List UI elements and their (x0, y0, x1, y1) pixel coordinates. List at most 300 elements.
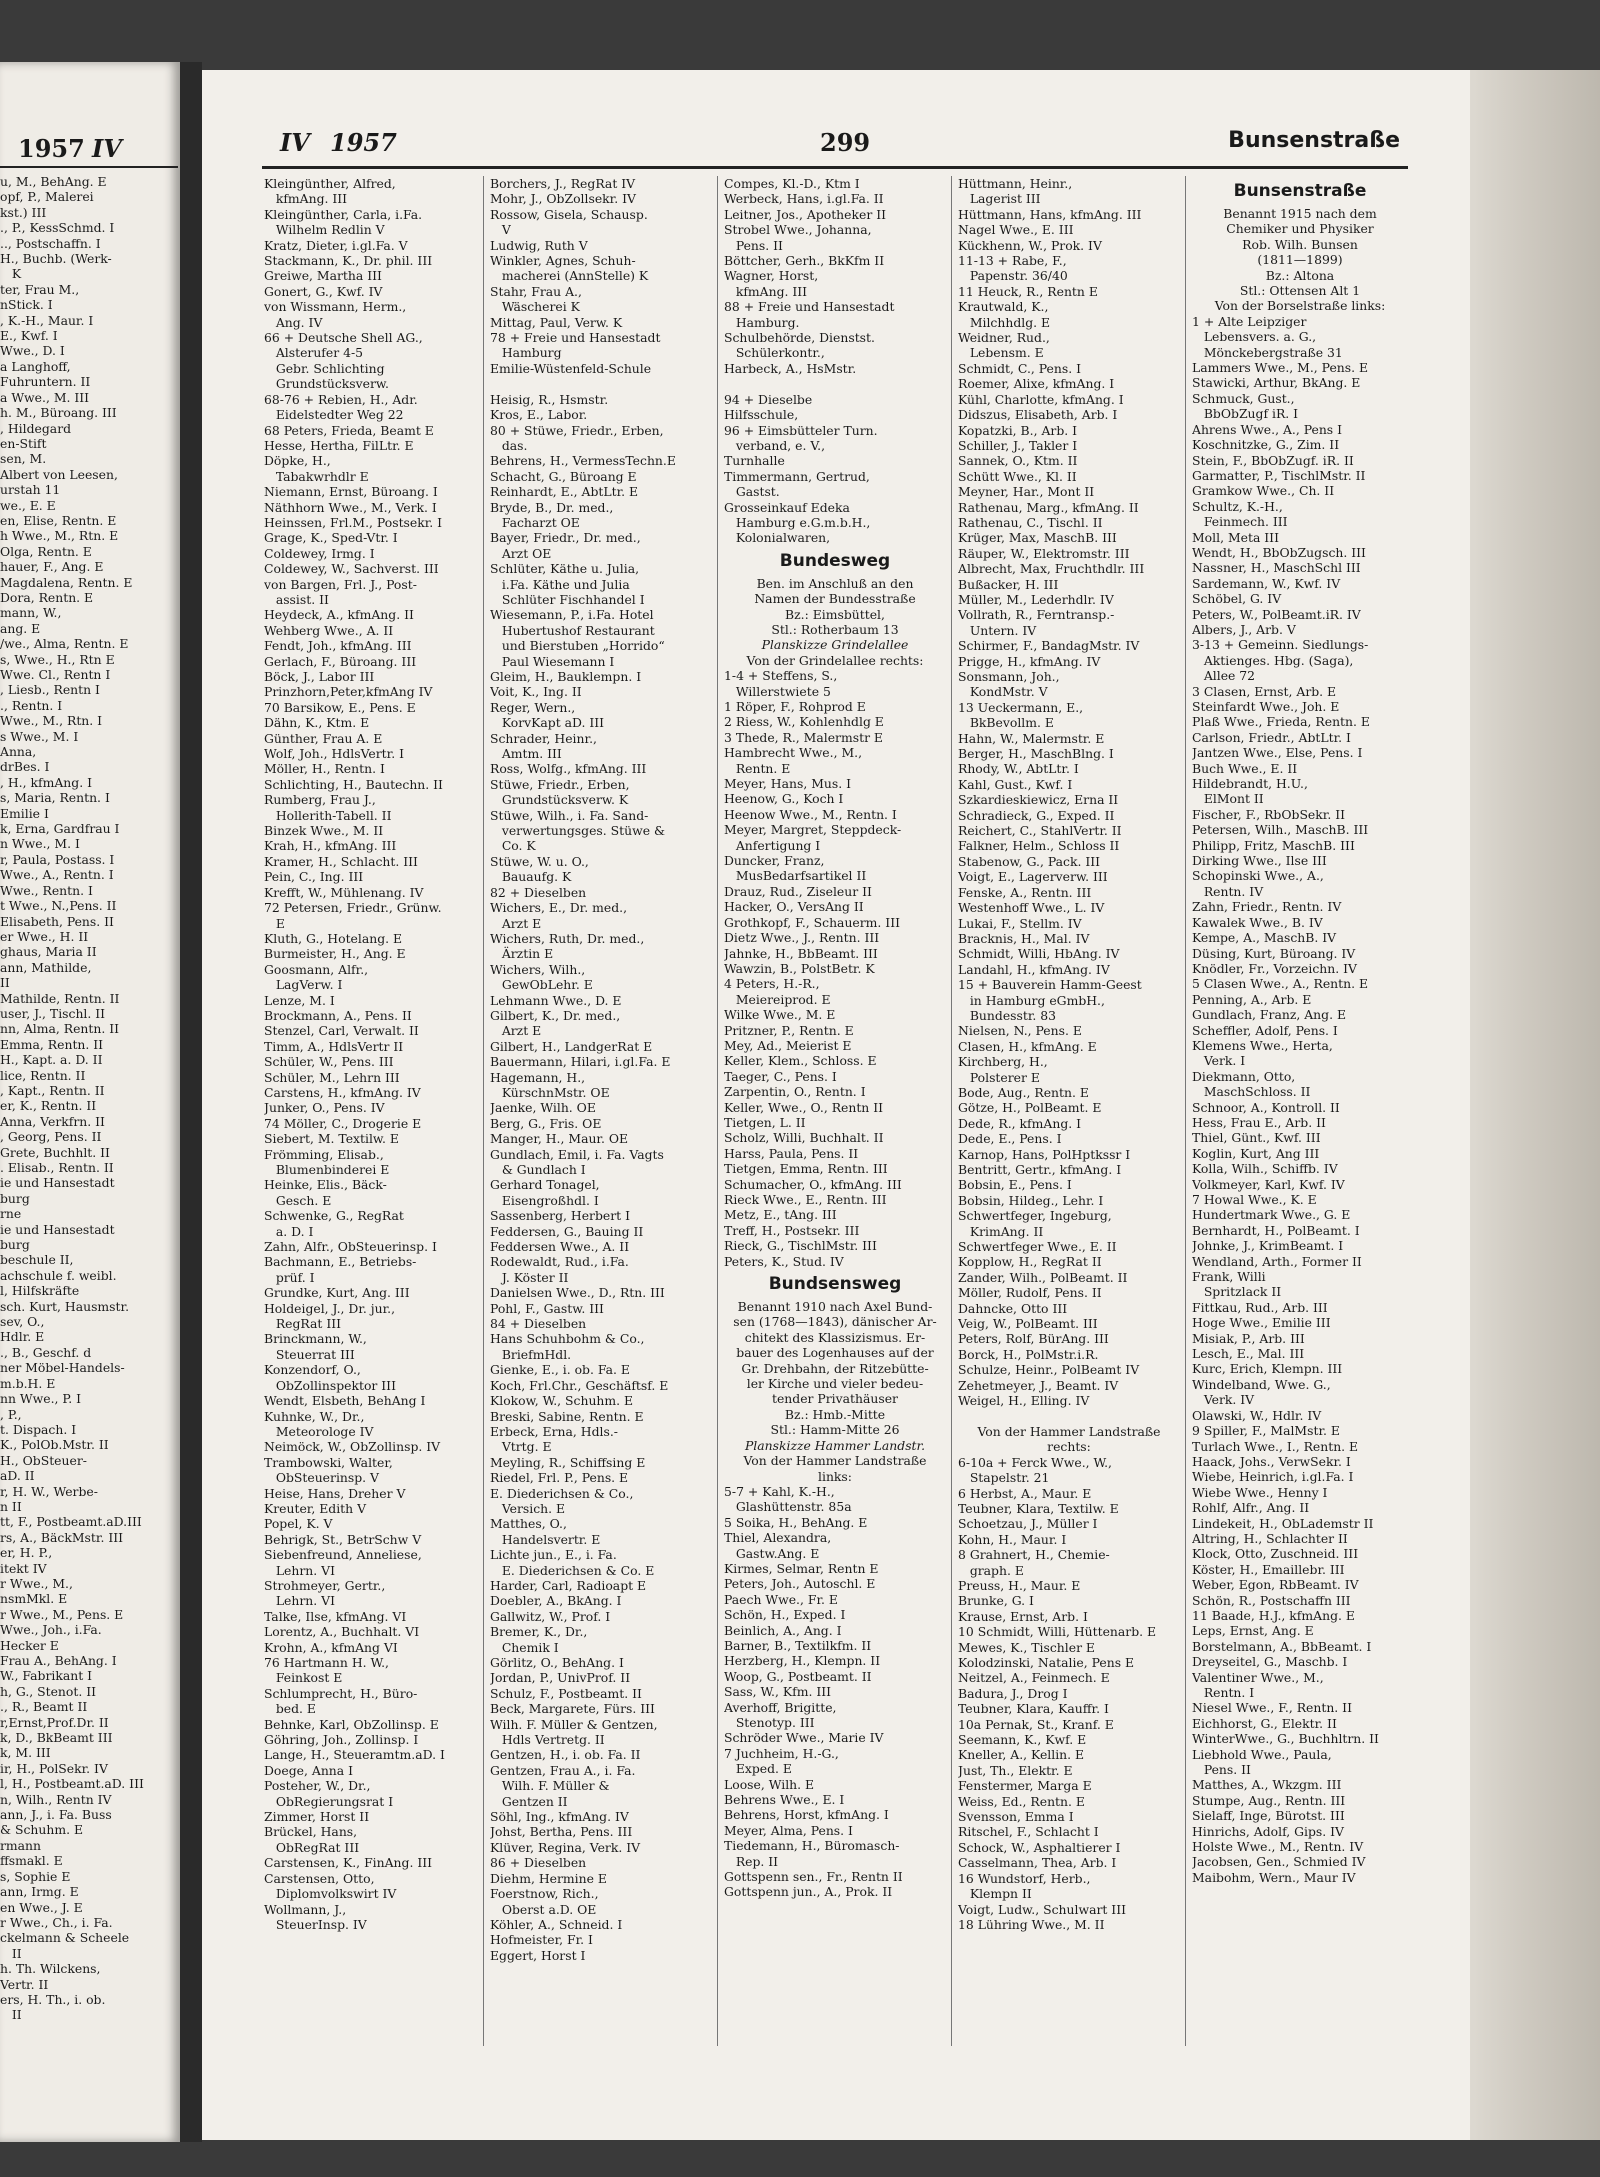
directory-line: mann, W., (0, 605, 62, 621)
directory-line: Gesch. E (264, 1192, 332, 1208)
directory-line: Götze, H., PolBeamt. E (958, 1100, 1102, 1116)
directory-line: ner Möbel-Handels- (0, 1360, 125, 1376)
directory-line: h. Th. Wilckens, (0, 1961, 101, 1977)
directory-line: Misiak, P., Arb. III (1192, 1330, 1305, 1346)
directory-line: & Schuhm. E (0, 1822, 84, 1838)
directory-line: Keller, Wwe., O., Rentn II (724, 1099, 884, 1115)
directory-line: Prigge, H., kfmAng. IV (958, 653, 1101, 669)
directory-line: Schlüter, Käthe u. Julia, (490, 561, 640, 577)
directory-line: Krah, H., kfmAng. III (264, 838, 397, 854)
directory-line: Alsterufer 4-5 (264, 345, 364, 361)
directory-line: Feinmech. III (1192, 514, 1288, 530)
directory-line: Kneller, A., Kellin. E (958, 1747, 1085, 1763)
directory-line: Bernhardt, H., PolBeamt. I (1192, 1222, 1360, 1238)
directory-line: Stenzel, Carl, Verwalt. II (264, 1023, 419, 1039)
directory-line: Philipp, Fritz, MaschB. III (1192, 837, 1355, 853)
directory-line: Erbeck, Erna, Hdls.- (490, 1423, 618, 1439)
header-rule (262, 166, 1408, 169)
directory-line: Peters, K., Stud. IV (724, 1253, 844, 1269)
directory-line: Reger, Wern., (490, 699, 576, 715)
directory-line: Hüttmann, Heinr., (958, 176, 1073, 191)
directory-line: Grundstücksverw. (264, 376, 389, 392)
directory-line: r, H. W., Werbe- (0, 1483, 98, 1499)
left-header-rule (0, 166, 178, 168)
directory-line: Göhring, Joh., Zollinsp. I (264, 1732, 419, 1748)
directory-line: burg (0, 1237, 30, 1253)
directory-line: Dahncke, Otto III (958, 1300, 1068, 1316)
directory-line: Rieck Wwe., E., Rentn. III (724, 1192, 887, 1207)
directory-line: Frau A., BehAng. I (0, 1653, 117, 1668)
directory-line: Bußacker, H. III (958, 576, 1059, 592)
directory-line: II (0, 2007, 22, 2023)
directory-line: urstah 11 (0, 482, 61, 498)
directory-line: Behrigk, St., BetrSchw V (264, 1531, 422, 1547)
directory-line: Chemik I (490, 1639, 559, 1655)
directory-line: macherei (AnnStelle) K (490, 268, 649, 284)
directory-line: Jahnke, H., BbBeamt. III (724, 945, 878, 961)
directory-line: s, Sophie E (0, 1868, 71, 1884)
directory-line: s, Wwe., H., Rtn E (0, 651, 115, 667)
directory-line: 68-76 + Rebien, H., Adr. (264, 391, 418, 407)
page-number: 299 (820, 128, 871, 157)
directory-line: Kluth, G., Hotelang. E (264, 930, 403, 946)
directory-line: Böttcher, Gerh., BkKfm II (724, 253, 885, 269)
directory-line: Teubner, Klara, Kauffr. I (958, 1701, 1109, 1717)
directory-line: Junker, O., Pens. IV (264, 1100, 385, 1116)
directory-line: Bracknis, H., Mal. IV (958, 930, 1090, 946)
directory-line: kst.) III (0, 204, 47, 220)
directory-line: en Wwe., J. E (0, 1899, 83, 1915)
directory-line: Plaß Wwe., Frieda, Rentn. E (1192, 714, 1370, 730)
directory-line: Wolf, Joh., HdlsVertr. I (264, 746, 404, 762)
directory-line: Fischer, F., RbObSekr. II (1192, 806, 1345, 822)
directory-line: Paech Wwe., Fr. E (724, 1591, 838, 1607)
directory-line: Heydeck, A., kfmAng. II (264, 607, 414, 623)
directory-line: kfmAng. III (724, 283, 808, 299)
directory-line: Chemiker und Physiker (1226, 221, 1374, 237)
directory-line: Kirmes, Selmar, Rentn E (724, 1560, 879, 1576)
directory-line: BkBevollm. E (958, 715, 1054, 731)
directory-line: Dora, Rentn. E (0, 589, 94, 605)
directory-line: k, D., BkBeamt III (0, 1730, 113, 1746)
directory-line: ler Kirche und vieler bedeu- (746, 1376, 924, 1392)
directory-line: Volkmeyer, Karl, Kwf. IV (1192, 1176, 1345, 1192)
directory-line: Hollerith-Tabell. II (264, 807, 392, 823)
directory-line: RegRat III (264, 1316, 342, 1332)
directory-line: Feinkost E (264, 1670, 343, 1686)
directory-line: Mathilde, Rentn. II (0, 990, 120, 1006)
directory-line: Pein, C., Ing. III (264, 869, 364, 885)
directory-line: 2 Riess, W., Kohlenhdlg E (724, 714, 884, 730)
directory-line: Kohn, H., Maur. I (958, 1531, 1067, 1547)
directory-line: Räuper, W., Elektromstr. III (958, 545, 1130, 561)
directory-line: Haack, Johs., VerwSekr. I (1192, 1453, 1351, 1469)
directory-line: user, J., Tischl. II (0, 1005, 106, 1021)
page-edge (1470, 70, 1600, 2140)
directory-line: Taeger, C., Pens. I (724, 1068, 837, 1084)
directory-line: Gleim, H., Bauklempn. I (490, 669, 642, 684)
directory-line: Meteorologe IV (264, 1423, 374, 1439)
directory-line: MaschSchloss. II (1192, 1084, 1311, 1100)
directory-line: Meyer, Margret, Steppdeck- (724, 822, 902, 838)
directory-line: ann, Mathilde, (0, 959, 92, 975)
directory-line: Gundlach, Emil, i. Fa. Vagts (490, 1146, 664, 1162)
directory-line: Turnhalle (724, 453, 785, 469)
directory-line: Rumberg, Frau J., (264, 792, 376, 808)
directory-line: Hofmeister, Fr. I (490, 1932, 593, 1948)
directory-line: Wichers, Ruth, Dr. med., (490, 930, 645, 946)
directory-line: Ärztin E (490, 946, 554, 962)
directory-line: Lehrn. VI (264, 1593, 335, 1609)
directory-line: Herzberg, H., Klempn. II (724, 1653, 881, 1669)
directory-line: Posteher, W., Dr., (264, 1778, 371, 1794)
directory-line: Schoetzau, J., Müller I (958, 1516, 1098, 1532)
directory-line: r Wwe., Ch., i. Fa. (0, 1914, 113, 1930)
directory-line: Ritschel, F., Schlacht I (958, 1824, 1099, 1840)
directory-line: Papenstr. 36/40 (958, 268, 1068, 284)
directory-line: Neimöck, W., ObZollinsp. IV (264, 1439, 441, 1455)
directory-line: Wwe., D. I (0, 343, 65, 359)
directory-line: Roemer, Alixe, kfmAng. I (958, 376, 1115, 392)
directory-line: Gr. Drehbahn, der Ritzebütte- (741, 1360, 929, 1376)
directory-line: von Wissmann, Herm., (264, 299, 407, 315)
directory-line: Zimmer, Horst II (264, 1809, 370, 1825)
directory-line: Klokow, W., Schuhm. E (490, 1393, 634, 1409)
directory-line: rne (0, 1206, 22, 1222)
left-page-year: 1957 (18, 134, 85, 163)
directory-line: Landahl, H., kfmAng. IV (958, 961, 1110, 977)
directory-line: achschule f. weibl. (0, 1267, 117, 1283)
directory-line: beschule II, (0, 1252, 74, 1268)
directory-line: Popel, K. V (264, 1516, 333, 1532)
directory-line: Schulbehörde, Dienstst. (724, 330, 875, 346)
directory-line: 84 + Dieselben (490, 1316, 587, 1332)
directory-line: 68 Peters, Frieda, Beamt E (264, 422, 434, 438)
directory-line: Bundesstr. 83 (958, 1007, 1057, 1023)
directory-line: Koglin, Kurt, Ang III (1192, 1145, 1320, 1161)
directory-line: Meyer, Hans, Mus. I (724, 776, 851, 792)
directory-line: Hahn, W., Malermstr. E (958, 730, 1105, 746)
directory-line: Valentiner Wwe., M., (1192, 1669, 1324, 1685)
directory-line: Peters, W., PolBeamt.iR. IV (1192, 606, 1361, 622)
directory-line: Verk. I (1192, 1053, 1246, 1069)
directory-line: Möller, H., Rentn. I (264, 761, 385, 777)
directory-line: Doege, Anna I (264, 1762, 353, 1778)
directory-line: n Wwe., M. I (0, 836, 80, 852)
directory-line: Greiwe, Martha III (264, 268, 382, 284)
directory-line: ir, H., PolSekr. IV (0, 1760, 108, 1776)
directory-line: Von der Grindelallee rechts: (746, 652, 924, 668)
directory-line: Feddersen, G., Bauing II (490, 1223, 644, 1239)
directory-line: Steuerrat III (264, 1346, 355, 1362)
directory-line: verwertungsges. Stüwe & (490, 823, 666, 839)
directory-line: h Wwe., M., Rtn. E (0, 528, 119, 544)
directory-line: Vtrtg. E (490, 1439, 552, 1455)
directory-line: Burmeister, H., Ang. E (264, 946, 406, 962)
directory-line: 6 Herbst, A., Maur. E (958, 1485, 1092, 1501)
directory-line: Krüger, Max, MaschB. III (958, 530, 1117, 546)
directory-line: ., B., Geschf. d (0, 1344, 92, 1360)
directory-line: Szkardieskiewicz, Erna II (958, 792, 1119, 808)
directory-line: Weiss, Ed., Rentn. E (958, 1793, 1085, 1809)
directory-line: Beinlich, A., Ang. I (724, 1622, 842, 1638)
directory-column-1 (264, 176, 478, 1932)
directory-line: Sardemann, W., Kwf. IV (1192, 575, 1341, 591)
directory-line: assist. II (264, 591, 329, 607)
directory-line: Weidner, Rud., (958, 330, 1050, 346)
directory-line: Beck, Margarete, Fürs. III (490, 1701, 655, 1717)
directory-line: Wwe., Rentn. I (0, 882, 93, 898)
directory-line: Gerlach, F., Büroang. III (264, 653, 417, 669)
directory-line: s, Maria, Rentn. I (0, 790, 110, 806)
directory-line: Lesch, E., Mal. III (1192, 1346, 1305, 1362)
directory-line: Emilie-Wüstenfeld-Schule (490, 360, 652, 376)
directory-line: Grage, K., Sped-Vtr. I (264, 530, 398, 546)
directory-line: Schwertfeger, Ingeburg, (958, 1208, 1112, 1224)
directory-line: Rhody, W., AbtLtr. I (958, 761, 1079, 777)
directory-line: nn Wwe., P. I (0, 1391, 81, 1407)
directory-line: Heenow Wwe., M., Rentn. I (724, 806, 897, 822)
directory-line: Behnke, Karl, ObZollinsp. E (264, 1716, 439, 1732)
directory-line: Rentn. E (724, 760, 791, 776)
directory-line: Lebensm. E (958, 345, 1044, 361)
directory-line: Berger, H., MaschBlng. I (958, 746, 1114, 762)
directory-line: Grundke, Kurt, Ang. III (264, 1285, 410, 1301)
directory-line: Exped. E (724, 1761, 792, 1777)
directory-line: ObRegierungsrat I (264, 1793, 394, 1809)
header-year: 1957 (330, 128, 397, 157)
directory-line: Diekmann, Otto, (1192, 1068, 1296, 1084)
directory-line: a Wwe., M. III (0, 389, 90, 405)
directory-line: Sass, W., Kfm. III (724, 1684, 832, 1700)
directory-line: Reinhardt, E., AbtLtr. E (490, 484, 639, 500)
directory-line: chitekt des Klassizismus. Er- (744, 1329, 926, 1345)
directory-line: Döpke, H., (264, 453, 331, 469)
directory-line: Rep. II (724, 1853, 779, 1869)
directory-line: Gebr. Schlichting (264, 360, 385, 376)
directory-line: Bz.: Hmb.-Mitte (784, 1406, 886, 1422)
directory-line: Bayer, Friedr., Dr. med., (490, 530, 641, 546)
directory-line: Peters, Joh., Autoschl. E (724, 1576, 876, 1592)
directory-line: Verk. IV (1192, 1392, 1255, 1408)
directory-line: Zander, Wilh., PolBeamt. II (958, 1269, 1128, 1285)
directory-line: aD. II (0, 1468, 35, 1484)
directory-line: Stenotyp. III (724, 1715, 815, 1730)
directory-line: 4 Peters, H.-R., (724, 976, 820, 992)
directory-line: 11 Baade, H.J., kfmAng. E (1192, 1607, 1355, 1623)
directory-line: hauer, F., Ang. E (0, 559, 104, 575)
directory-line: links: (818, 1468, 852, 1484)
directory-line: Lagerist III (958, 191, 1041, 207)
directory-line: E. Diederichsen & Co. E (490, 1562, 655, 1578)
directory-line: Hundertmark Wwe., G. E (1192, 1207, 1351, 1223)
directory-line: Danielsen Wwe., D., Rtn. III (490, 1285, 665, 1301)
directory-line: Benannt 1910 nach Axel Bund- (737, 1299, 933, 1315)
directory-line: Köster, H., Emaillebr. III (1192, 1561, 1345, 1577)
directory-line: Frömming, Elisab., (264, 1146, 384, 1162)
directory-line: Liebhold Wwe., Paula, (1192, 1746, 1332, 1762)
directory-line: Krefft, W., Mühlenang. IV (264, 884, 424, 900)
directory-line: MusBedarfsartikel II (724, 868, 867, 884)
directory-line: Loose, Wilh. E (724, 1776, 815, 1792)
directory-line: Ludwig, Ruth V (490, 237, 588, 253)
directory-line: 66 + Deutsche Shell AG., (264, 330, 423, 346)
directory-line: Lebensvers. a. G., (1192, 329, 1317, 345)
directory-line: Schirmer, F., BandagMstr. IV (958, 638, 1140, 654)
directory-line: 1-4 + Steffens, S., (724, 668, 838, 684)
directory-line: 15 + Bauverein Hamm-Geest (958, 977, 1142, 993)
directory-line: W., Fabrikant I (0, 1668, 93, 1684)
directory-line: Thiel, Alexandra, (724, 1530, 832, 1546)
directory-line: Coldewey, Irmg. I (264, 545, 375, 561)
directory-line: Wichers, E., Dr. med., (490, 900, 628, 916)
directory-line: Schüler, W., Pens. III (264, 1054, 394, 1070)
directory-line: Maibohm, Wern., Maur IV (1192, 1869, 1356, 1885)
directory-line: graph. E (958, 1562, 1024, 1578)
directory-line: Hesse, Hertha, FilLtr. E (264, 437, 414, 453)
directory-line: Carlson, Friedr., AbtLtr. I (1192, 729, 1351, 745)
directory-line: Handelsvertr. E (490, 1531, 601, 1547)
directory-line: Wendt, H., BbObZugsch. III (1192, 544, 1366, 560)
directory-line: Grosseinkauf Edeka (724, 499, 850, 515)
directory-line: Heise, Hans, Dreher V (264, 1485, 406, 1501)
directory-line: Schrader, Heinr., (490, 730, 597, 746)
directory-line: Ross, Wolfg., kfmAng. III (490, 761, 647, 777)
directory-line: Penning, A., Arb. E (1192, 991, 1312, 1007)
directory-line: Holste Wwe., M., Rentn. IV (1192, 1839, 1364, 1855)
directory-line: , K.-H., Maur. I (0, 312, 94, 328)
directory-line: Brockmann, A., Pens. II (264, 1007, 412, 1023)
directory-line: Arzt OE (490, 545, 552, 561)
directory-line: Metz, E., tAng. III (724, 1207, 837, 1223)
directory-line: Bremer, K., Dr., (490, 1624, 588, 1640)
directory-line: h. M., Büroang. III (0, 405, 117, 421)
directory-line: Namen der Bundesstraße (754, 591, 916, 607)
directory-line: 6-10a + Ferck Wwe., W., (958, 1454, 1112, 1470)
directory-line: Mohr, J., ObZollsekr. IV (490, 191, 636, 207)
directory-line: Stabenow, G., Pack. III (958, 853, 1101, 869)
directory-line: Goosmann, Alfr., (264, 961, 369, 977)
directory-line (958, 1409, 1180, 1424)
directory-line: Gilbert, K., Dr. med., (490, 1007, 621, 1023)
directory-line: Jordan, P., UnivProf. II (490, 1670, 631, 1686)
directory-line: Trambowski, Walter, (264, 1454, 393, 1470)
directory-line: BriefmHdl. (490, 1346, 572, 1362)
directory-line: Wäscherei K (490, 299, 580, 315)
directory-line: Neitzel, A., Feinmech. E (958, 1670, 1110, 1686)
directory-line: u, M., BehAng. E (0, 174, 107, 189)
directory-line: Fenske, A., Rentn. III (958, 884, 1092, 900)
directory-line: Rathenau, C., Tischl. II (958, 514, 1103, 530)
directory-line: Von der Hammer Landstraße (977, 1423, 1161, 1439)
directory-line: Pohl, F., Gastw. III (490, 1300, 604, 1316)
directory-line: K (0, 266, 22, 282)
directory-line: Lichte jun., E., i. Fa. (490, 1547, 617, 1563)
directory-line: Klock, Otto, Zuschneid. III (1192, 1546, 1359, 1562)
directory-line: Pens. II (1192, 1762, 1251, 1778)
directory-line: Mey, Ad., Meierist E (724, 1037, 852, 1053)
directory-line: Stüwe, Wilh., i. Fa. Sand- (490, 807, 649, 823)
directory-line: nn, Alma, Rentn. II (0, 1021, 120, 1037)
directory-line: Johnke, J., KrimBeamt. I (1192, 1238, 1344, 1254)
directory-line: Oberst a.D. OE (490, 1901, 597, 1917)
directory-line: Stackmann, K., Dr. phil. III (264, 253, 433, 269)
directory-line: kfmAng. III (264, 191, 348, 207)
directory-line: Keller, Klem., Schloss. E (724, 1053, 877, 1069)
directory-line: Kramer, H., Schlacht. III (264, 853, 418, 869)
directory-line: Paul Wiesemann I (490, 653, 615, 669)
directory-line: m.b.H. E (0, 1375, 56, 1391)
directory-line: Clasen, H., kfmAng. E (958, 1038, 1097, 1054)
directory-line: Borchers, J., RegRat IV (490, 176, 636, 191)
directory-line: Strohmeyer, Gertr., (264, 1577, 386, 1593)
directory-line: Schön, R., Postschaffn III (1192, 1592, 1351, 1608)
directory-line: Jaenke, Wilh. OE (490, 1100, 596, 1116)
directory-line: Wilh. F. Müller & Gentzen, (490, 1716, 658, 1732)
directory-line: KorvKapt aD. III (490, 715, 605, 731)
directory-line: Badura, J., Drog I (958, 1685, 1068, 1701)
directory-line: Schülerkontr., (724, 345, 825, 361)
directory-line: bed. E (264, 1701, 316, 1717)
directory-line: und Bierstuben „Horrido“ (490, 638, 665, 654)
directory-line: Pritzner, P., Rentn. E (724, 1022, 854, 1038)
directory-line: Rob. Wilh. Bunsen (1242, 236, 1358, 252)
directory-line: Fenstermer, Marga E (958, 1778, 1092, 1794)
directory-line: Hoge Wwe., Emilie III (1192, 1315, 1331, 1331)
directory-line: Stl.: Ottensen Alt 1 (1239, 283, 1361, 299)
directory-line: Svensson, Emma I (958, 1809, 1074, 1825)
directory-line: Strobel Wwe., Johanna, (724, 222, 872, 238)
directory-line: Vertr. II (0, 1976, 49, 1992)
directory-line: Bryde, B., Dr. med., (490, 499, 614, 515)
directory-line: Lehmann Wwe., D. E (490, 992, 622, 1008)
directory-line: Lehrn. VI (264, 1562, 335, 1578)
directory-line: K., PolOb.Mstr. II (0, 1437, 109, 1453)
section-heading: Bundsensweg (768, 1274, 902, 1295)
directory-line: tender Privathäuser (772, 1391, 898, 1407)
directory-line: Schlichting, H., Bautechn. II (264, 776, 443, 792)
directory-line: Bz.: Eimsbüttel, (785, 606, 885, 622)
page-header (202, 128, 1470, 164)
directory-line: Thiel, Günt., Kwf. III (1192, 1130, 1321, 1146)
directory-line: Gerhard Tonagel, (490, 1177, 600, 1193)
directory-line: Schulz, F., Postbeamt. II (490, 1685, 642, 1701)
directory-line: Fendt, Joh., kfmAng. III (264, 638, 412, 654)
directory-line: Schüler, M., Lehrn III (264, 1069, 400, 1085)
directory-line: 70 Barsikow, E., Pens. E (264, 699, 416, 715)
directory-line: /we., Alma, Rentn. E (0, 636, 129, 652)
directory-line: Coldewey, W., Sachverst. III (264, 561, 439, 577)
directory-line: t Wwe., N.,Pens. II (0, 898, 117, 914)
directory-line: Gottspenn sen., Fr., Rentn II (724, 1869, 903, 1885)
directory-line: Mönckebergstraße 31 (1192, 344, 1343, 360)
directory-line: Stein, F., BbObZugf. iR. II (1192, 452, 1354, 468)
directory-line: Winkler, Agnes, Schuh- (490, 253, 636, 269)
directory-line: Scheffler, Adolf, Pens. I (1192, 1022, 1338, 1038)
directory-line: 18 Lühring Wwe., M. II (958, 1916, 1105, 1932)
directory-line: s Wwe., M. I (0, 728, 79, 744)
directory-line: Wwe., M., Rtn. I (0, 713, 103, 729)
book-gutter (180, 62, 202, 2142)
directory-line: Bentritt, Gertr., kfmAng. I (958, 1162, 1122, 1177)
directory-line: Werbeck, Hans, i.gl.Fa. II (724, 191, 884, 207)
directory-line: ., R., Beamt II (0, 1699, 88, 1715)
directory-line: Wendt, Elsbeth, BehAng I (264, 1393, 426, 1409)
directory-line: Mittag, Paul, Verw. K (490, 314, 623, 330)
directory-line: Rentn. IV (1192, 883, 1264, 899)
directory-line: Kurc, Erich, Klempn. III (1192, 1361, 1343, 1377)
directory-line: Schultz, K.-H., (1192, 498, 1283, 514)
